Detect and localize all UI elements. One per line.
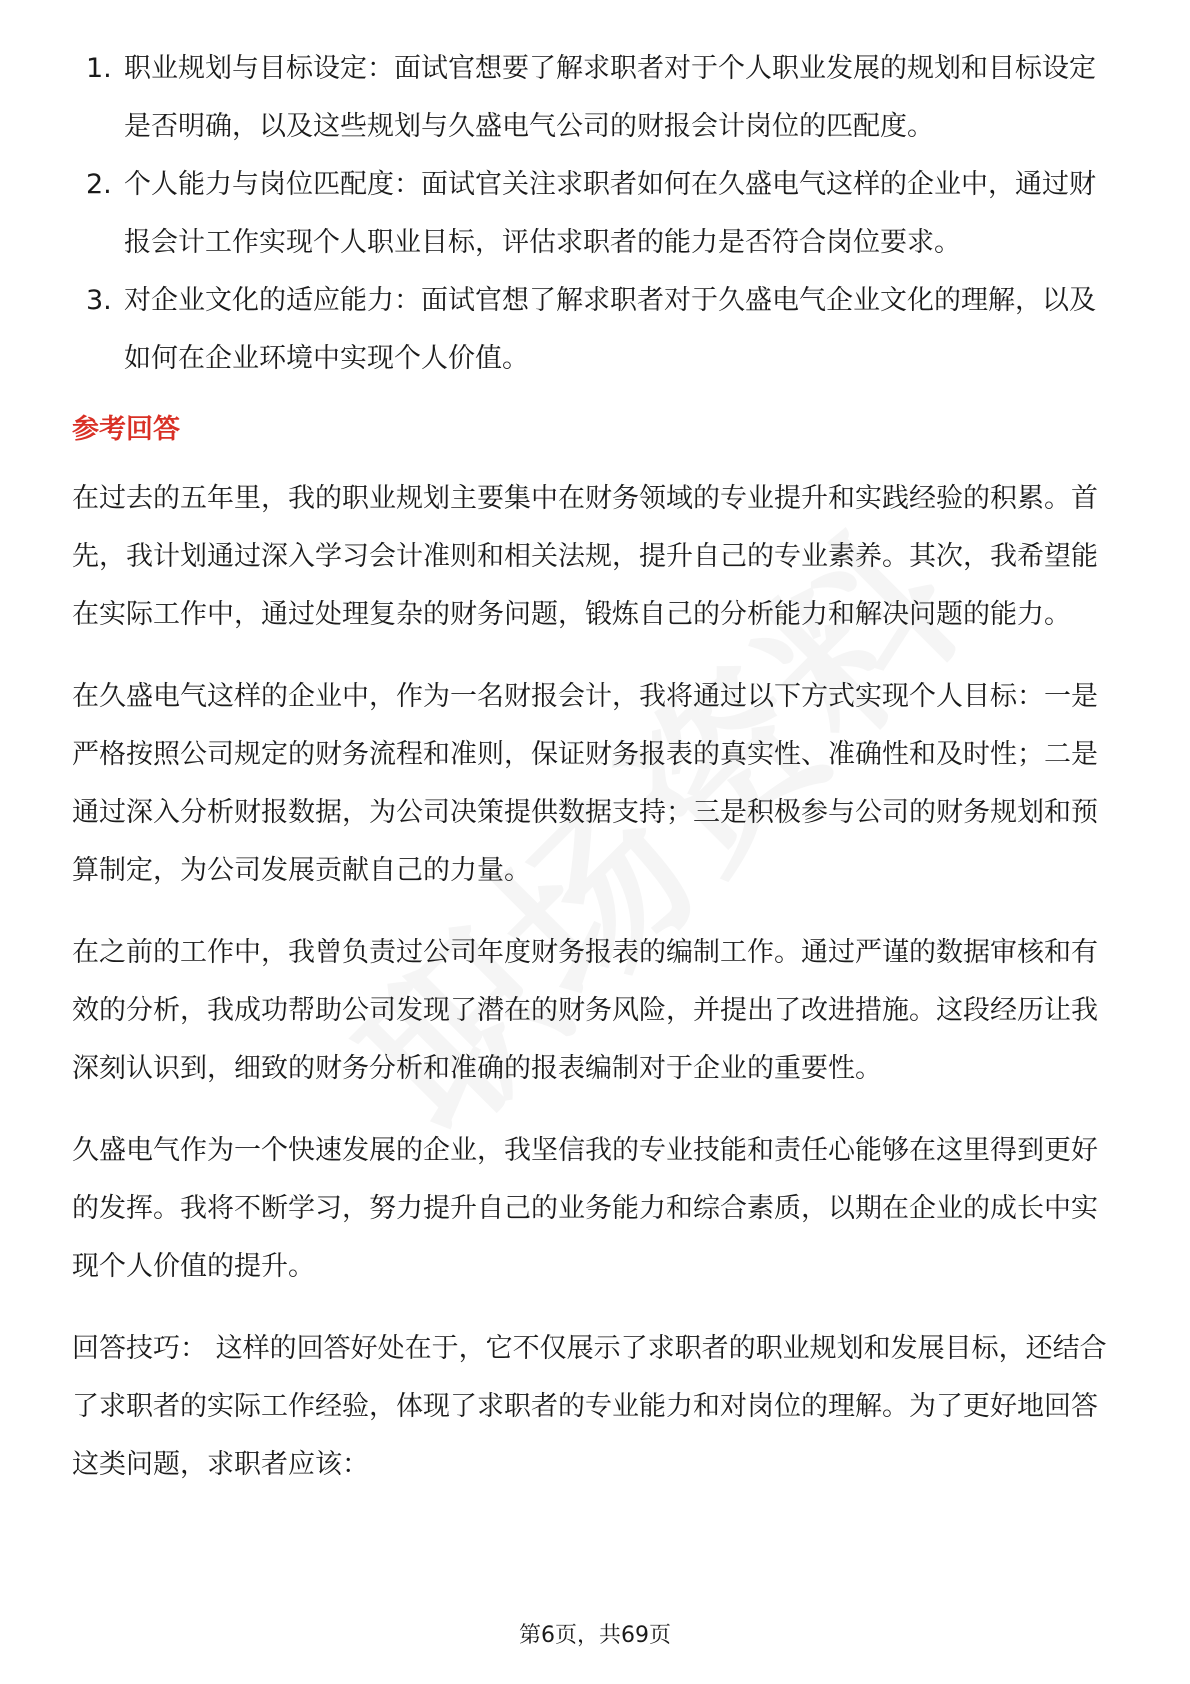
page-footer: 第6页，共69页 bbox=[519, 1623, 671, 1648]
section-title: 参考回答 bbox=[72, 414, 180, 445]
list-item bbox=[72, 156, 1122, 272]
paragraph: 久盛电气作为一个快速发展的企业，我坚信我的专业技能和责任心能够在这里得到更好的发挥。我将不断学习，努力提升自己的业务能力和综合素质，以期在企业的成长中实现个人价值的提升。 bbox=[72, 1135, 1098, 1282]
list-item-text: 职业规划与目标设定：面试官想要了解求职者对于个人职业发展的规划和目标设定是否明确，以及这些规划与久盛电气公司的财报会计岗位的匹配度。 bbox=[124, 53, 1096, 142]
list-number: 1. bbox=[86, 53, 112, 84]
list-item bbox=[72, 272, 1122, 388]
list-item-text: 对企业文化的适应能力：面试官想了解求职者对于久盛电气企业文化的理解，以及如何在企业环境中实现个人价值。 bbox=[124, 285, 1096, 374]
paragraph: 在之前的工作中，我曾负责过公司年度财务报表的编制工作。通过严谨的数据审核和有效的分析，我成功帮助公司发现了潜在的财务风险，并提出了改进措施。这段经历让我深刻认识到，细致的财务分析和准确的报表编制对于企业的重要性。 bbox=[72, 937, 1098, 1084]
document-page bbox=[72, 40, 1122, 1518]
list-number: 2. bbox=[86, 169, 112, 200]
list-item-text: 个人能力与岗位匹配度：面试官关注求职者如何在久盛电气这样的企业中，通过财报会计工作实现个人职业目标，评估求职者的能力是否符合岗位要求。 bbox=[124, 169, 1096, 258]
list-number: 3. bbox=[86, 285, 112, 316]
paragraph: 回答技巧： 这样的回答好处在于，它不仅展示了求职者的职业规划和发展目标，还结合了求职者的实际工作经验，体现了求职者的专业能力和对岗位的理解。为了更好地回答这类问题，求职者应该： bbox=[72, 1333, 1107, 1480]
criteria-list bbox=[72, 40, 1122, 388]
list-item bbox=[72, 40, 1122, 156]
paragraph: 在过去的五年里，我的职业规划主要集中在财务领域的专业提升和实践经验的积累。首先，我计划通过深入学习会计准则和相关法规，提升自己的专业素养。其次，我希望能在实际工作中，通过处理复杂的财务问题，锻炼自己的分析能力和解决问题的能力。 bbox=[72, 483, 1098, 630]
paragraph: 在久盛电气这样的企业中，作为一名财报会计，我将通过以下方式实现个人目标：一是严格按照公司规定的财务流程和准则，保证财务报表的真实性、准确性和及时性；二是通过深入分析财报数据，为公司决策提供数据支持；三是积极参与公司的财务规划和预算制定，为公司发展贡献自己的力量。 bbox=[72, 681, 1098, 886]
